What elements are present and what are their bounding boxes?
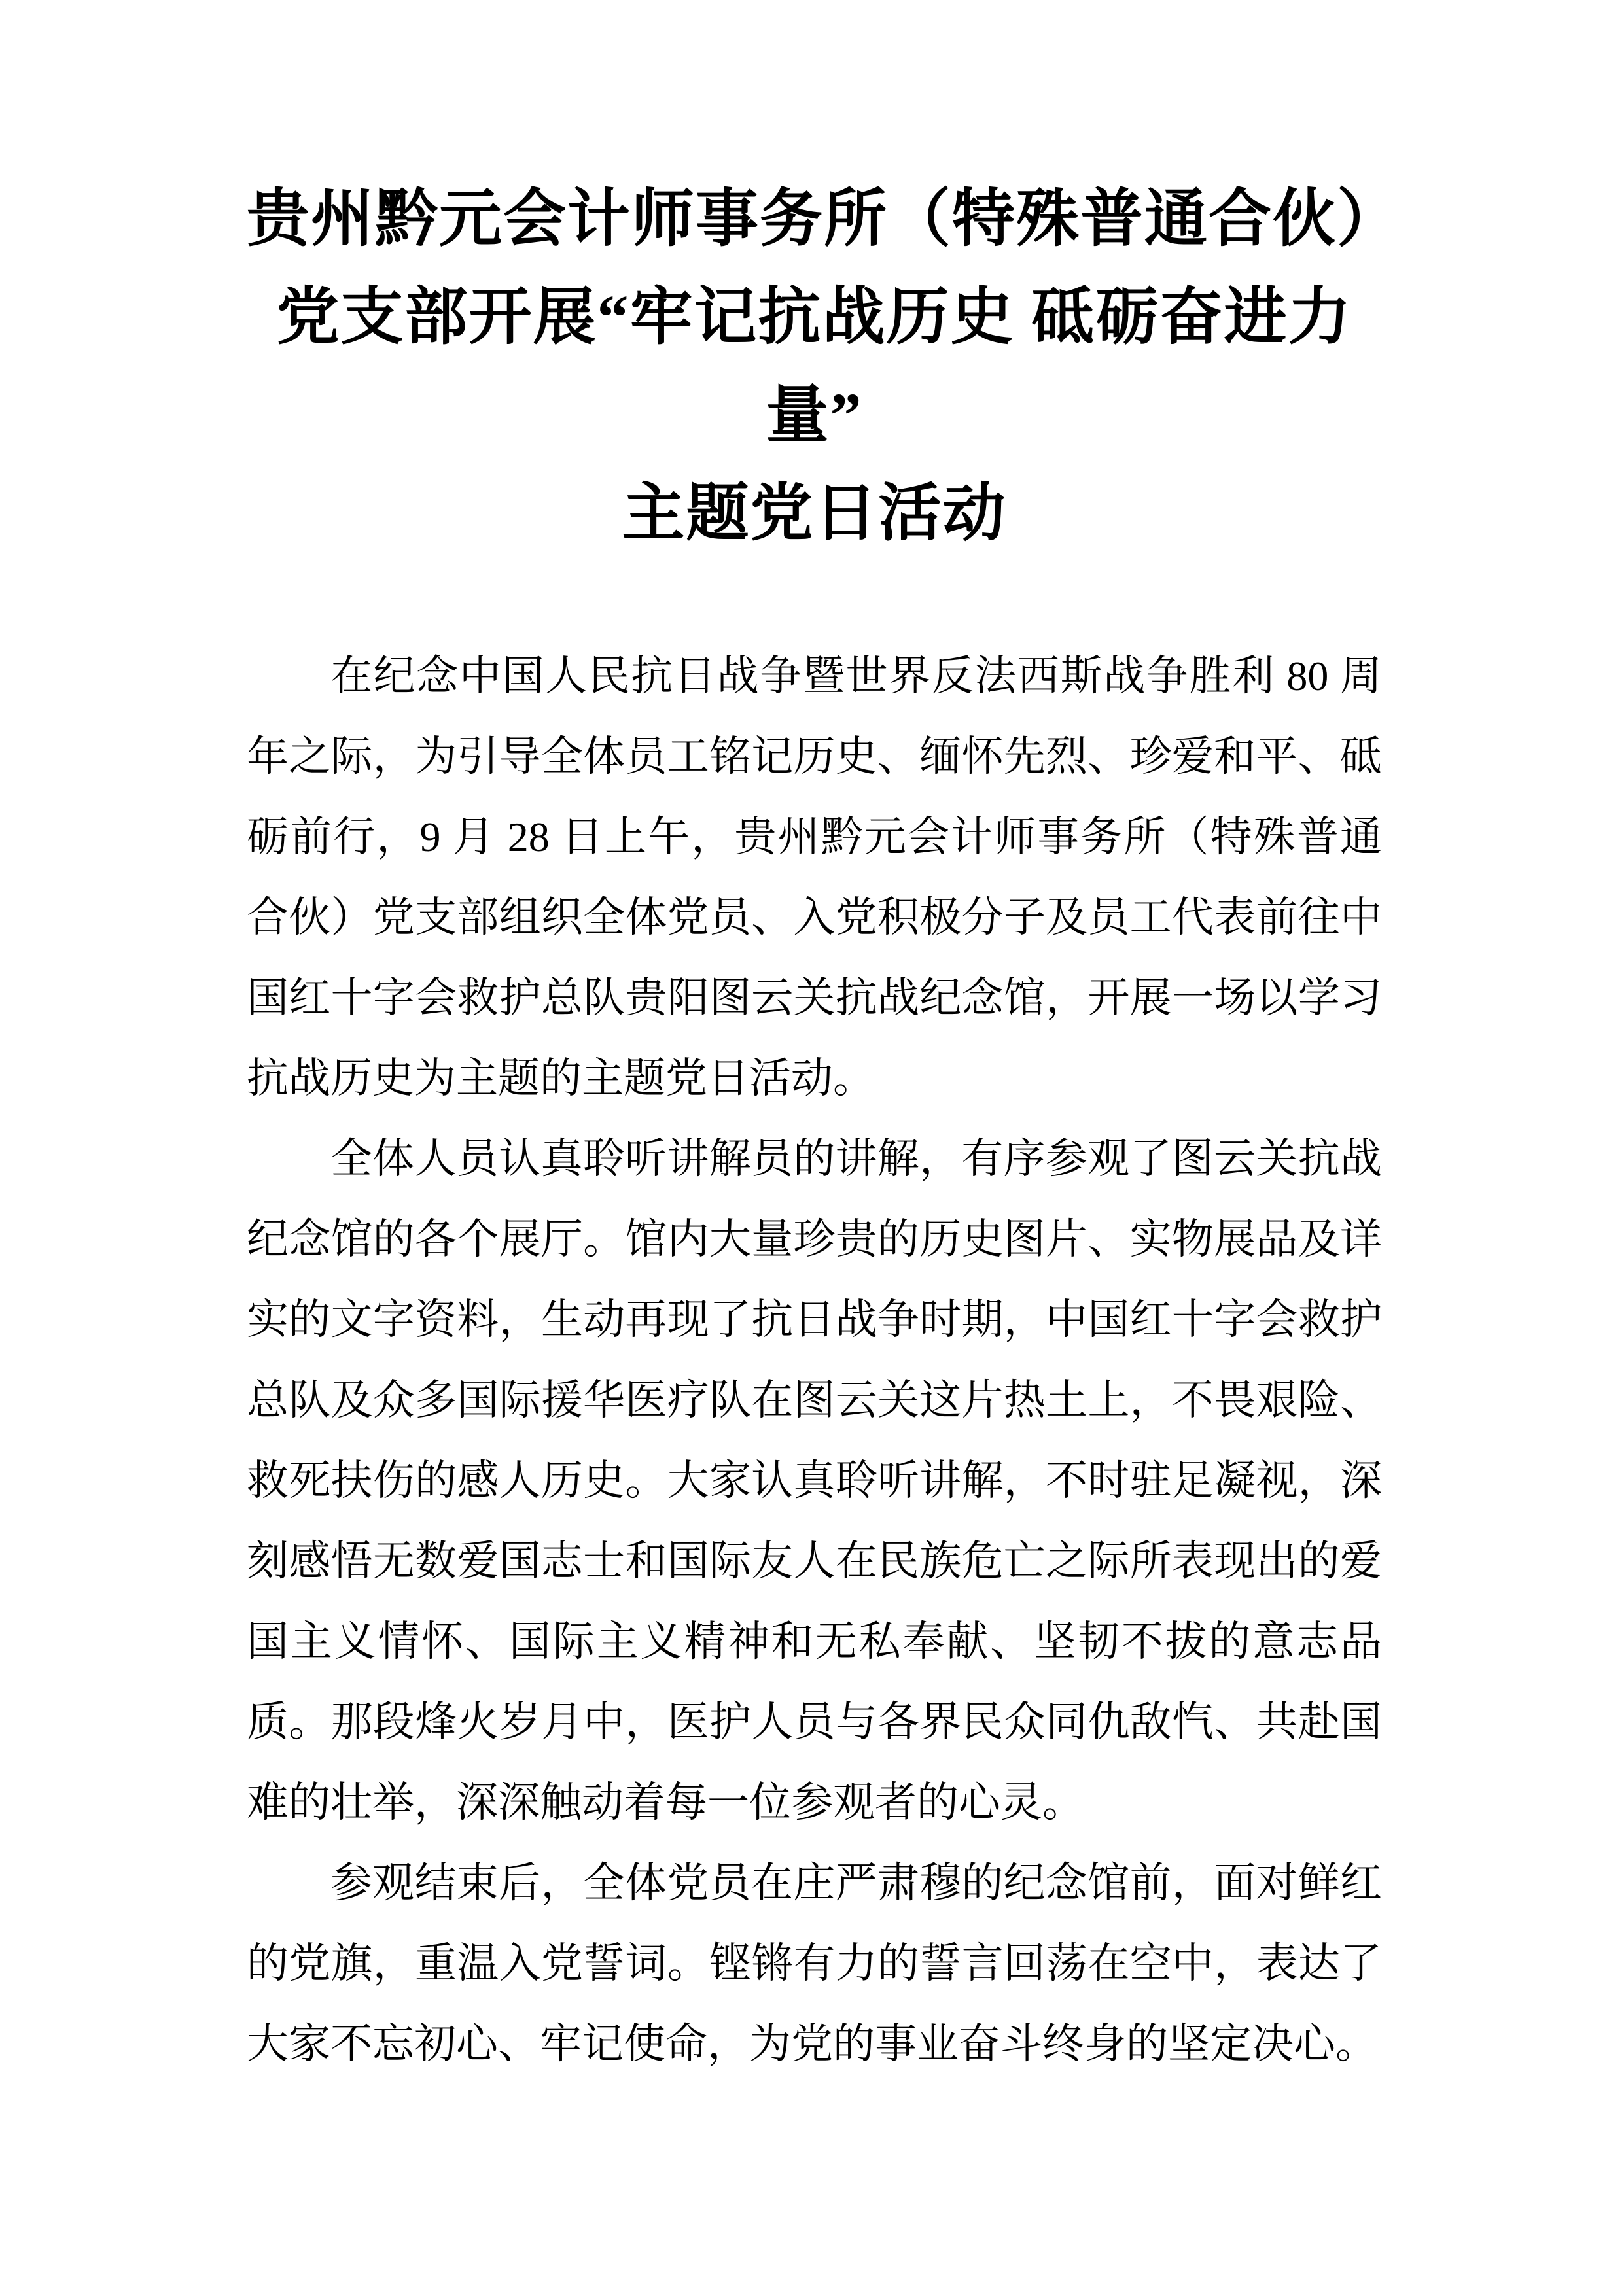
- document-title-line-2: 党支部开展“牢记抗战历史 砥砺奋进力量”: [276, 282, 1352, 450]
- body-paragraph-1: 在纪念中国人民抗日战争暨世界反法西斯战争胜利 80 周年之际，为引导全体员工铭记历史、缅怀先烈、珍爱和平、砥砺前行，9 月 28 日上午，贵州黔元会计师事务所（特殊普通合伙）党支部组织全体党员、入党积极分子及员工代表前往中国红十字会救护总队贵阳图云关抗战纪念馆，开展一场以学习抗战历史为主题的主题党日活动。: [247, 653, 1382, 1102]
- document-title-line-1: 贵州黔元会计师事务所（特殊普通合伙）: [247, 184, 1401, 254]
- document-body: [247, 636, 1382, 2084]
- document-title: [247, 170, 1401, 563]
- body-paragraph-2: 全体人员认真聆听讲解员的讲解，有序参观了图云关抗战纪念馆的各个展厅。馆内大量珍贵的历史图片、实物展品及详实的文字资料，生动再现了抗日战争时期，中国红十字会救护总队及众多国际援华医疗队在图云关这片热土上，不畏艰险、救死扶伤的感人历史。大家认真聆听讲解，不时驻足凝视，深刻感悟无数爱国志士和国际友人在民族危亡之际所表现出的爱国主义情怀、国际主义精神和无私奉献、坚韧不拔的意志品质。那段烽火岁月中，医护人员与各界民众同仇敌忾、共赴国难的壮举，深深触动着每一位参观者的心灵。: [247, 1136, 1382, 1826]
- body-paragraph-3: 参观结束后，全体党员在庄严肃穆的纪念馆前，面对鲜红的党旗，重温入党誓词。铿锵有力的誓言回荡在空中，表达了大家不忘初心、牢记使命，为党的事业奋斗终身的坚定决心。: [247, 1860, 1382, 2067]
- document-title-line-3: 主题党日活动: [622, 478, 1007, 548]
- document-content: [247, 170, 1401, 2084]
